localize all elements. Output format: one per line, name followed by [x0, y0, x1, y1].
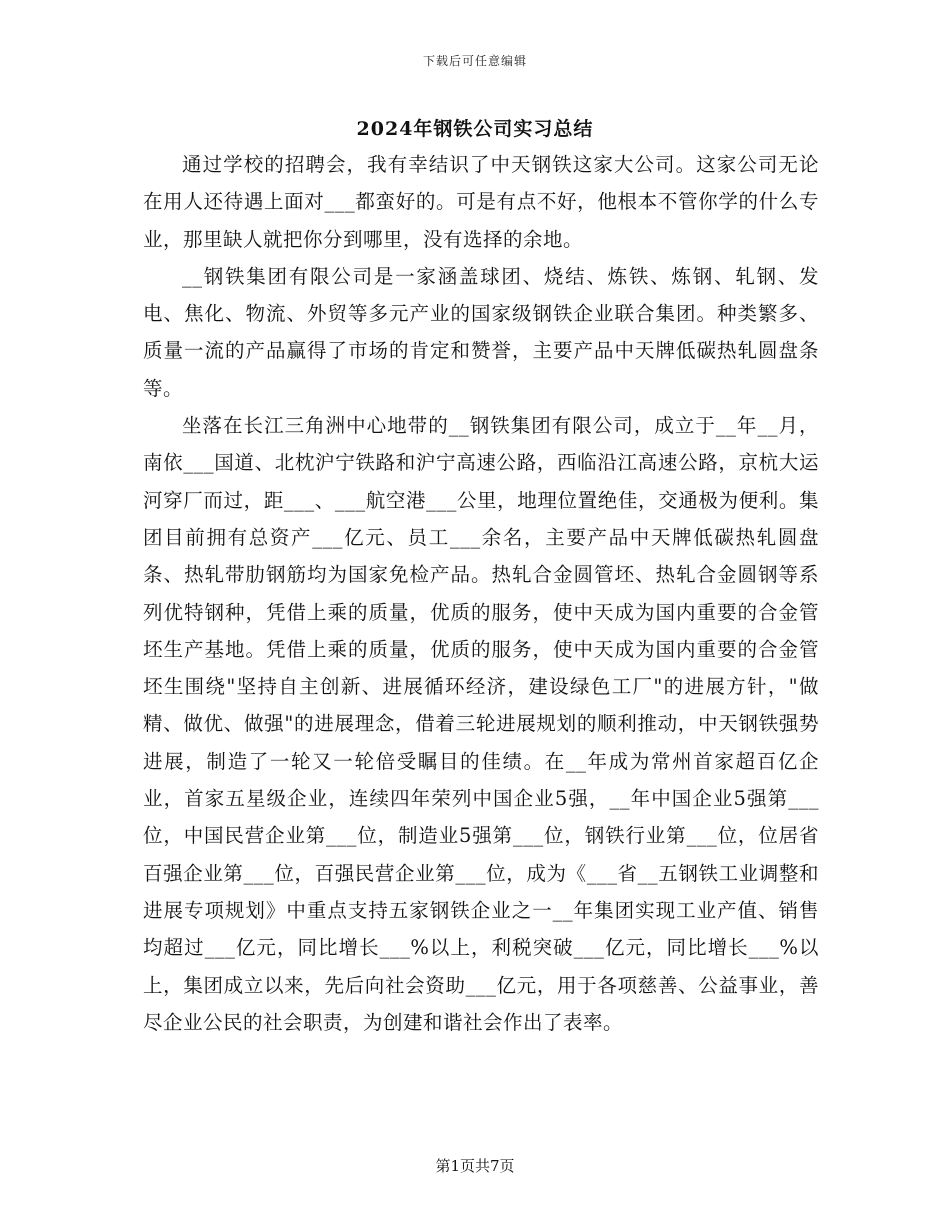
paragraph-intro: 通过学校的招聘会，我有幸结识了中天钢铁这家大公司。这家公司无论在用人还待遇上面对___都蛮好的。可是有点不好，他根本不管你学的什么专业，那里缺人就把你分到哪里，没有选择的余地。	[143, 153, 819, 251]
document-body	[143, 146, 819, 1041]
page-indicator: 第1页共7页	[435, 1157, 515, 1175]
paragraph-company-details: 坐落在长江三角洲中心地带的__钢铁集团有限公司，成立于__年__月，南依___国道、北枕沪宁铁路和沪宁高速公路，西临沿江高速公路，京杭大运河穿厂而过，距___、___航空港___公里，地理位置绝佳，交通极为便利。集团目前拥有总资产___亿元、员工___余名，主要产品中天牌低碳热轧圆盘条、热轧带肋钢筋均为国家免检产品。热轧合金圆管坯、热轧合金圆钢等系列优特钢种，凭借上乘的质量，优质的服务，使中天成为国内重要的合金管坯生产基地。凭借上乘的质量，优质的服务，使中天成为国内重要的合金管坯生围绕"坚持自主创新、进展循环经济，建设绿色工厂"的进展方针，"做精、做优、做强"的进展理念，借着三轮进展规划的顺利推动，中天钢铁强势进展，制造了一轮又一轮倍受瞩目的佳绩。在__年成为常州首家超百亿企业，首家五星级企业，连续四年荣列中国企业5强，__年中国企业5强第___位，中国民营企业第___位，制造业5强第___位，钢铁行业第___位，位居省百强企业第___位，百强民营企业第___位，成为《___省__五钢铁工业调整和进展专项规划》中重点支持五家钢铁企业之一__年集团实现工业产值、销售均超过___亿元，同比增长___%以上，利税突破___亿元，同比增长___%以上，集团成立以来，先后向社会资助___亿元，用于各项慈善、公益事业，善尽企业公民的社会职责，为创建和谐社会作出了表率。	[143, 414, 819, 1034]
header-note: 下载后可任意编辑	[422, 54, 527, 68]
page-title: 2024年钢铁公司实习总结	[356, 118, 594, 140]
paragraph-company-overview: __钢铁集团有限公司是一家涵盖球团、烧结、炼铁、炼钢、轧钢、发电、焦化、物流、外贸等多元产业的国家级钢铁企业联合集团。种类繁多、质量一流的产品赢得了市场的肯定和赞誉，主要产品中天牌低碳热轧圆盘条等。	[143, 264, 819, 400]
